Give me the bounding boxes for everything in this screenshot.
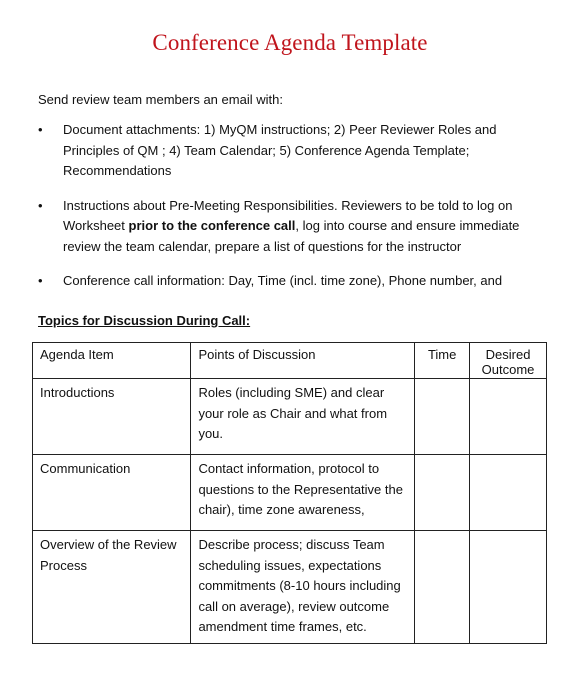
bullet-item — [38, 196, 538, 258]
table-row — [33, 531, 547, 644]
cell-time — [415, 455, 470, 531]
header-desired-outcome: Desired Outcome — [470, 343, 547, 379]
cell-outcome — [470, 379, 547, 455]
cell-points: Contact information, protocol to questions to the Representative the chair), time zone awareness, — [191, 455, 415, 531]
page-title: Conference Agenda Template — [152, 30, 428, 55]
bullet-dot-icon: • — [38, 122, 43, 137]
bullet-text: Conference call information: Day, Time (incl. time zone), Phone number, and — [63, 273, 503, 288]
bullet-list — [38, 120, 538, 306]
bullet-item — [38, 120, 538, 182]
cell-time — [415, 531, 470, 644]
table-row — [33, 379, 547, 455]
bullet-text: Document attachments: 1) MyQM instructions; 2) Peer Reviewer Roles and Principles of QM ; 4) Team Calendar; 5) Conference Agenda Template; Recommendations — [63, 122, 497, 178]
header-points-of-discussion: Points of Discussion — [191, 343, 415, 379]
intro-text: Send review team members an email with: — [38, 92, 283, 107]
cell-agenda-item: Overview of the Review Process — [33, 531, 191, 644]
bullet-text: Instructions about Pre-Meeting Responsibilities. Reviewers to be told to log on Worksheet — [63, 197, 513, 233]
cell-outcome — [470, 455, 547, 531]
bullet-item — [38, 271, 538, 292]
table-row — [33, 455, 547, 531]
table-header-row — [33, 343, 547, 379]
header-time: Time — [415, 343, 470, 379]
cell-points: Roles (including SME) and clear your role as Chair and what from you. — [191, 379, 415, 455]
cell-agenda-item: Communication — [33, 455, 191, 531]
cell-agenda-item: Introductions — [33, 379, 191, 455]
header-agenda-item: Agenda Item — [33, 343, 191, 379]
cell-time — [415, 379, 470, 455]
agenda-table — [32, 342, 547, 644]
bullet-bold-text: prior to the conference call — [128, 218, 296, 233]
bullet-dot-icon: • — [38, 197, 43, 213]
bullet-dot-icon: • — [38, 273, 43, 288]
topics-heading: Topics for Discussion During Call: — [38, 313, 251, 328]
cell-points: Describe process; discuss Team scheduling issues, expectations commitments (8-10 hours including call on average), review outcome amendment time frames, etc. — [191, 531, 415, 644]
bullet-text-tail: , log into course and ensure immediate review the team calendar, prepare a list of questions for the instructor — [63, 218, 520, 254]
cell-outcome — [470, 531, 547, 644]
